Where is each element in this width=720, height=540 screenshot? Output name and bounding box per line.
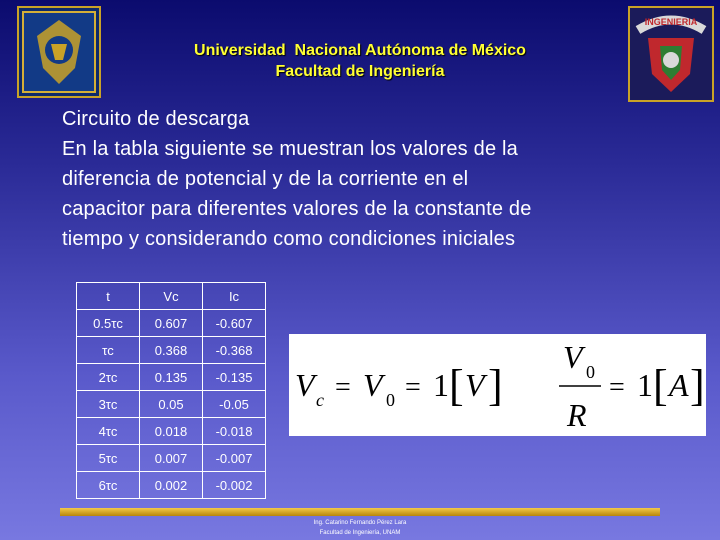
header-faculty: Facultad de Ingeniería bbox=[275, 63, 445, 80]
table-row bbox=[77, 472, 266, 499]
formula-bracket-close-1: ] bbox=[488, 361, 503, 410]
formula-vc-main: V bbox=[295, 367, 315, 403]
table-cell: -0.607 bbox=[203, 310, 266, 337]
formula-eq-3: = bbox=[609, 372, 625, 403]
table-row bbox=[77, 418, 266, 445]
table-cell: -0.007 bbox=[203, 445, 266, 472]
table-cell: 0.135 bbox=[140, 364, 203, 391]
body-line-4: tiempo y considerando como condiciones iniciales bbox=[62, 228, 516, 250]
table-cell: -0.05 bbox=[203, 391, 266, 418]
table-cell: 0.05 bbox=[140, 391, 203, 418]
table-header-cell: Vc bbox=[140, 283, 203, 310]
table-cell: 0.368 bbox=[140, 337, 203, 364]
table-cell: 0.607 bbox=[140, 310, 203, 337]
table-cell: 2τc bbox=[77, 364, 140, 391]
body-line-2: diferencia de potencial y de la corriente en el bbox=[62, 168, 469, 190]
formula-value-1: 1 bbox=[433, 367, 449, 403]
body-line-1: En la tabla siguiente se muestran los valores de la bbox=[62, 138, 519, 160]
table-cell: -0.018 bbox=[203, 418, 266, 445]
table-cell: 4τc bbox=[77, 418, 140, 445]
table-cell: 0.002 bbox=[140, 472, 203, 499]
unam-seal-icon bbox=[19, 8, 99, 96]
table-cell: 6τc bbox=[77, 472, 140, 499]
table-cell: 0.5τc bbox=[77, 310, 140, 337]
table-cell: 5τc bbox=[77, 445, 140, 472]
table-row bbox=[77, 391, 266, 418]
formula-den: R bbox=[567, 397, 587, 433]
table-cell: 3τc bbox=[77, 391, 140, 418]
table-cell: -0.002 bbox=[203, 472, 266, 499]
slide-title: Circuito de descarga bbox=[62, 108, 250, 130]
footer-affiliation: Facultad de Ingeniería, UNAM bbox=[319, 530, 401, 536]
body-line-3: capacitor para diferentes valores de la constante de bbox=[62, 198, 532, 220]
table-cell: 0.018 bbox=[140, 418, 203, 445]
formula-eq-2: = bbox=[405, 372, 421, 403]
footer-author: Ing. Catarino Fernando Pérez Lara bbox=[313, 520, 407, 526]
formula-vc-sub: c bbox=[316, 390, 324, 410]
formula-value-2: 1 bbox=[637, 367, 653, 403]
footer-bar bbox=[60, 508, 660, 516]
table-header-cell: Ic bbox=[203, 283, 266, 310]
slide-body bbox=[62, 104, 702, 254]
formula-bracket-open-2: [ bbox=[653, 361, 668, 410]
initial-conditions-formula bbox=[289, 334, 706, 436]
formula-bracket-close-2: ] bbox=[690, 361, 705, 410]
formula-unit-v: V bbox=[465, 367, 485, 403]
table-cell: -0.135 bbox=[203, 364, 266, 391]
table-header-row bbox=[77, 283, 266, 310]
fi-seal-icon bbox=[630, 8, 712, 100]
table-row bbox=[77, 445, 266, 472]
table-cell: τc bbox=[77, 337, 140, 364]
fi-logo-text: INGENIERIA bbox=[644, 17, 698, 27]
formula-bracket-open-1: [ bbox=[449, 361, 464, 410]
header-university: Universidad Nacional Autónoma de México bbox=[194, 42, 526, 59]
table-row bbox=[77, 337, 266, 364]
formula-graphic bbox=[289, 334, 706, 436]
table-cell: 0.007 bbox=[140, 445, 203, 472]
table-row bbox=[77, 364, 266, 391]
header bbox=[110, 40, 610, 82]
formula-num-main: V bbox=[563, 339, 583, 375]
values-table bbox=[76, 282, 266, 499]
table-cell: -0.368 bbox=[203, 337, 266, 364]
table-header-cell: t bbox=[77, 283, 140, 310]
unam-logo bbox=[17, 6, 101, 98]
table-row bbox=[77, 310, 266, 337]
footer-credits bbox=[300, 518, 420, 538]
formula-unit-a: A bbox=[669, 367, 689, 403]
formula-v0-main: V bbox=[363, 367, 383, 403]
fi-logo bbox=[628, 6, 714, 102]
formula-v0-sub: 0 bbox=[386, 390, 395, 410]
formula-num-sub: 0 bbox=[586, 362, 595, 382]
formula-eq-1: = bbox=[335, 372, 351, 403]
